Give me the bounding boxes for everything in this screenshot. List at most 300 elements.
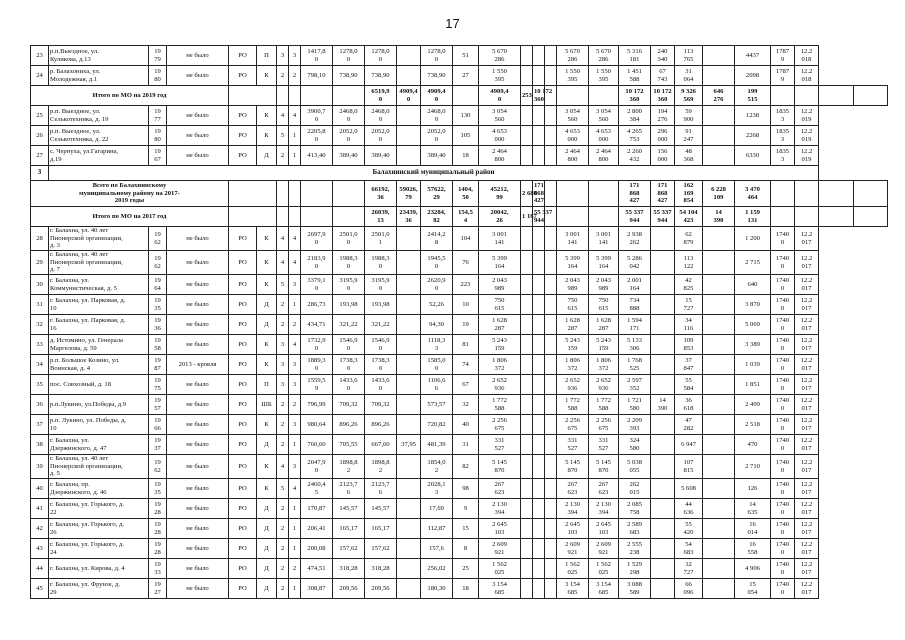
- table-cell: К: [257, 227, 277, 251]
- table-cell: [397, 375, 421, 395]
- table-cell: 2 652 936: [557, 375, 589, 395]
- table-cell: 112,87: [421, 519, 453, 539]
- table-cell: 331 527: [479, 435, 521, 455]
- table-cell: [795, 207, 819, 227]
- table-cell: [533, 251, 545, 275]
- table-cell: 3: [277, 355, 289, 375]
- table-cell: 2468,0 0: [421, 106, 453, 126]
- table-cell: [333, 181, 365, 207]
- table-cell: 2 130 394: [557, 499, 589, 519]
- table-cell: [545, 146, 557, 166]
- table-cell: 1: [289, 579, 301, 599]
- table-cell: 81: [453, 335, 479, 355]
- table-cell: 2501,0 1: [365, 227, 397, 251]
- table-cell: [795, 86, 819, 106]
- table-cell: [703, 66, 735, 86]
- table-cell: 2: [277, 539, 289, 559]
- table-cell: не было: [167, 455, 229, 479]
- table-cell: 1 806 372: [479, 355, 521, 375]
- table-cell: 2 256 675: [557, 415, 589, 435]
- table-cell: 52,26: [421, 295, 453, 315]
- table-cell: К: [257, 335, 277, 355]
- table-cell: РО: [229, 251, 257, 275]
- table-cell: 4437: [735, 46, 771, 66]
- table-cell: К: [257, 126, 277, 146]
- table-cell: г. Балахна, пр. Дзержинского, д. 46: [49, 479, 149, 499]
- table-cell: 1 806 372: [557, 355, 589, 375]
- table-cell: 3 470 464: [735, 181, 771, 207]
- table-cell: 19 67: [149, 146, 167, 166]
- table-cell: 40: [31, 479, 49, 499]
- table-cell: 4: [277, 106, 289, 126]
- table-cell: 57622, 29: [421, 181, 453, 207]
- table-cell: 36 618: [675, 395, 703, 415]
- table-cell: 2123,7 6: [333, 479, 365, 499]
- table-row: [31, 106, 888, 126]
- table-cell: 720,82: [421, 415, 453, 435]
- table-cell: 154,5 4: [453, 207, 479, 227]
- table-cell: 1740 0: [771, 559, 795, 579]
- table-cell: [651, 499, 675, 519]
- table-cell: 19 62: [149, 455, 167, 479]
- table-cell: 3 088 589: [619, 579, 651, 599]
- table-cell: не было: [167, 275, 229, 295]
- table-cell: [651, 479, 675, 499]
- table-cell: [651, 579, 675, 599]
- table-cell: [521, 146, 533, 166]
- table-cell: [533, 375, 545, 395]
- table-cell: 39: [31, 455, 49, 479]
- table-cell: 1: [289, 295, 301, 315]
- table-cell: 1898,8 2: [365, 455, 397, 479]
- table-cell: К: [257, 275, 277, 295]
- table-cell: [853, 181, 888, 207]
- table-cell: 1546,9 0: [365, 335, 397, 355]
- table-cell: 3 054 560: [479, 106, 521, 126]
- table-cell: 19 37: [149, 435, 167, 455]
- table-cell: 3 054 560: [557, 106, 589, 126]
- table-cell: 12.2 017: [795, 295, 819, 315]
- table-cell: 170,87: [301, 499, 333, 519]
- table-cell: 12.2 017: [795, 275, 819, 295]
- table-cell: [521, 295, 533, 315]
- table-cell: 640: [735, 275, 771, 295]
- table-cell: [703, 146, 735, 166]
- table-cell: [533, 539, 545, 559]
- table-cell: 2 609 921: [557, 539, 589, 559]
- table-cell: 19 35: [149, 479, 167, 499]
- table-cell: [545, 275, 557, 295]
- table-cell: 29: [31, 251, 49, 275]
- table-cell: 19 77: [149, 106, 167, 126]
- table-cell: 2013 - кровля: [167, 355, 229, 375]
- table-cell: 1889,3 0: [301, 355, 333, 375]
- table-cell: [397, 499, 421, 519]
- table-cell: 32 727: [675, 559, 703, 579]
- table-cell: 31: [31, 295, 49, 315]
- table-cell: [651, 559, 675, 579]
- table-cell: [533, 499, 545, 519]
- table-cell: 267 623: [589, 479, 619, 499]
- table-cell: 5 145 870: [589, 455, 619, 479]
- table-cell: [397, 126, 421, 146]
- table-cell: р.п. Выездное, ул. Селькотехника, д. 22: [49, 126, 149, 146]
- table-cell: 2 130 394: [479, 499, 521, 519]
- table-row: [31, 375, 888, 395]
- table-cell: 1740 0: [771, 435, 795, 455]
- table-cell: 4 653 000: [589, 126, 619, 146]
- table-cell: [521, 335, 533, 355]
- table-cell: 157,6: [421, 539, 453, 559]
- table-cell: 1 628 287: [589, 315, 619, 335]
- table-cell: [545, 539, 557, 559]
- table-cell: 1546,9 0: [333, 335, 365, 355]
- table-cell: 82: [453, 455, 479, 479]
- table-cell: 1 721 580: [619, 395, 651, 415]
- table-cell: [521, 275, 533, 295]
- table-cell: г. Балахна, ул. Горького, д. 26: [49, 519, 149, 539]
- table-cell: [545, 395, 557, 415]
- table-cell: 1559,5 9: [301, 375, 333, 395]
- table-cell: 3195,9 0: [365, 275, 397, 295]
- table-cell: 1740 0: [771, 415, 795, 435]
- table-cell: [521, 315, 533, 335]
- table-cell: 8: [453, 539, 479, 559]
- table-cell: 1 772 588: [557, 395, 589, 415]
- table-cell: 1740 0: [771, 455, 795, 479]
- table-cell: [545, 479, 557, 499]
- table-cell: 34: [31, 355, 49, 375]
- table-cell: 896,26: [333, 415, 365, 435]
- table-cell: не было: [167, 519, 229, 539]
- table-cell: 31: [453, 435, 479, 455]
- table-cell: 1738,3 0: [333, 355, 365, 375]
- table-cell: [703, 559, 735, 579]
- table-cell: 27: [453, 66, 479, 86]
- table-cell: 59026, 79: [397, 181, 421, 207]
- table-cell: [651, 355, 675, 375]
- table-cell: [521, 579, 533, 599]
- table-row: [31, 395, 888, 415]
- table-cell: 32: [31, 315, 49, 335]
- table-cell: 12.2 017: [795, 539, 819, 559]
- table-cell: [533, 46, 545, 66]
- table-cell: 26: [31, 126, 49, 146]
- table-cell: 980,64: [301, 415, 333, 435]
- table-cell: 4: [289, 106, 301, 126]
- table-cell: 23439, 36: [397, 207, 421, 227]
- table-cell: 59 900: [675, 106, 703, 126]
- table-cell: Д: [257, 146, 277, 166]
- table-cell: 31 064: [675, 66, 703, 86]
- table-cell: [229, 86, 277, 106]
- table-cell: 5 670 286: [589, 46, 619, 66]
- table-cell: 2: [277, 499, 289, 519]
- table-cell: 3 154 685: [479, 579, 521, 599]
- table-cell: 3 389: [735, 335, 771, 355]
- table-cell: 28: [31, 227, 49, 251]
- table-cell: 2 597 352: [619, 375, 651, 395]
- table-cell: 646 276: [703, 86, 735, 106]
- table-cell: не было: [167, 579, 229, 599]
- table-cell: 19 80: [149, 66, 167, 86]
- table-cell: 1 550 395: [479, 66, 521, 86]
- table-cell: [277, 207, 289, 227]
- table-cell: [533, 579, 545, 599]
- table-cell: 3 870: [735, 295, 771, 315]
- table-row: [31, 455, 888, 479]
- table-cell: 1: [289, 435, 301, 455]
- table-cell: 1 628 287: [557, 315, 589, 335]
- table-cell: 1 806 372: [589, 355, 619, 375]
- table-cell: 6330: [735, 146, 771, 166]
- table-cell: К: [257, 251, 277, 275]
- table-cell: 896,26: [365, 415, 397, 435]
- table-cell: К: [257, 415, 277, 435]
- table-cell: 10 172 360: [533, 86, 545, 106]
- table-cell: 1 628 287: [479, 315, 521, 335]
- table-cell: [397, 519, 421, 539]
- table-cell: 4: [277, 227, 289, 251]
- table-cell: 1740 0: [771, 375, 795, 395]
- table-cell: 2028,1 3: [421, 479, 453, 499]
- table-cell: 2414,2 8: [421, 227, 453, 251]
- table-cell: [703, 315, 735, 335]
- table-cell: 1278,0 0: [333, 46, 365, 66]
- table-cell: [533, 146, 545, 166]
- table-cell: 10 172 360: [651, 86, 675, 106]
- table-cell: 5 608: [675, 479, 703, 499]
- table-cell: РО: [229, 126, 257, 146]
- table-cell: РО: [229, 455, 257, 479]
- table-cell: 2047,9 0: [301, 455, 333, 479]
- table-cell: 126: [735, 479, 771, 499]
- table-cell: [397, 315, 421, 335]
- table-cell: 27: [31, 146, 49, 166]
- table-cell: 1787 9: [771, 46, 795, 66]
- table-cell: Д: [257, 499, 277, 519]
- table-cell: 107 815: [675, 455, 703, 479]
- table-cell: р.п. Выездное, ул. Селькотехника, д. 19: [49, 106, 149, 126]
- table-cell: 66 096: [675, 579, 703, 599]
- table-cell: 23: [31, 46, 49, 66]
- table-cell: 66192, 36: [365, 181, 397, 207]
- table-cell: [545, 106, 557, 126]
- table-cell: 1740 0: [771, 479, 795, 499]
- table-cell: 5 316 181: [619, 46, 651, 66]
- table-cell: 3: [277, 335, 289, 355]
- table-cell: [521, 395, 533, 415]
- table-cell: 4 653 000: [479, 126, 521, 146]
- table-cell: 253: [521, 86, 533, 106]
- table-cell: 4: [277, 251, 289, 275]
- table-cell: 19 57: [149, 395, 167, 415]
- table-cell: 3900,7 0: [301, 106, 333, 126]
- table-cell: 2 715: [735, 251, 771, 275]
- table-cell: 1738,3 0: [365, 355, 397, 375]
- table-cell: РО: [229, 559, 257, 579]
- table-cell: Д: [257, 559, 277, 579]
- table-row: [31, 499, 888, 519]
- table-cell: 19 28: [149, 539, 167, 559]
- table-cell: [521, 46, 533, 66]
- table-cell: [703, 435, 735, 455]
- table-cell: 709,32: [333, 395, 365, 415]
- table-cell: 20042, 26: [479, 207, 521, 227]
- table-cell: 55 584: [675, 375, 703, 395]
- table-cell: р.п. Лукино, ул. Победы, д. 10: [49, 415, 149, 435]
- table-cell: не было: [167, 539, 229, 559]
- table-cell: 2 043 989: [479, 275, 521, 295]
- table-cell: 12.2 017: [795, 395, 819, 415]
- table-row: [31, 539, 888, 559]
- table-cell: не было: [167, 335, 229, 355]
- table-cell: 413,40: [301, 146, 333, 166]
- table-cell: 10 172 360: [619, 86, 651, 106]
- table-cell: 1835 3: [771, 126, 795, 146]
- table-cell: 1417,8 0: [301, 46, 333, 66]
- table-cell: 470: [735, 435, 771, 455]
- table-cell: [703, 355, 735, 375]
- table-row: [31, 315, 888, 335]
- table-cell: 15 054: [735, 579, 771, 599]
- table-cell: 3379,1 0: [301, 275, 333, 295]
- table-cell: РО: [229, 355, 257, 375]
- table-cell: РО: [229, 539, 257, 559]
- table-cell: 1 594 171: [619, 315, 651, 335]
- table-cell: 256,02: [421, 559, 453, 579]
- table-cell: 4909,4 0: [397, 86, 421, 106]
- table-cell: 2052,0 0: [333, 126, 365, 146]
- table-row: [31, 519, 888, 539]
- table-cell: 734 888: [619, 295, 651, 315]
- table-cell: 1732,9 0: [301, 335, 333, 355]
- table-cell: РО: [229, 295, 257, 315]
- table-cell: [589, 181, 619, 207]
- table-cell: 2123,7 6: [365, 479, 397, 499]
- table-cell: 2052,0 0: [365, 126, 397, 146]
- table-row: [31, 227, 888, 251]
- table-cell: 98: [453, 479, 479, 499]
- table-row: [31, 579, 888, 599]
- table-cell: 206,41: [301, 519, 333, 539]
- table-cell: г. Балахна, ул. Коммунистическая, д. 5: [49, 275, 149, 295]
- table-cell: [545, 251, 557, 275]
- table-cell: 2: [277, 519, 289, 539]
- table-cell: не было: [167, 106, 229, 126]
- table-cell: 48 368: [675, 146, 703, 166]
- table-cell: [703, 106, 735, 126]
- table-cell: 5 399 164: [557, 251, 589, 275]
- table-cell: не было: [167, 66, 229, 86]
- table-cell: 1 550 395: [589, 66, 619, 86]
- table-cell: [397, 46, 421, 66]
- table-cell: 41: [31, 499, 49, 519]
- table-cell: 55 337 944: [533, 207, 545, 227]
- table-cell: [545, 46, 557, 66]
- table-cell: 1 451 588: [619, 66, 651, 86]
- table-cell: 2: [277, 295, 289, 315]
- table-cell: 9 326 569: [675, 86, 703, 106]
- table-cell: 74: [453, 355, 479, 375]
- table-cell: 12.2 019: [795, 146, 819, 166]
- table-cell: Итого по МО на 2019 год: [31, 86, 229, 106]
- table-cell: [533, 315, 545, 335]
- table-cell: 44 636: [675, 499, 703, 519]
- table-cell: 23284, 82: [421, 207, 453, 227]
- table-cell: [521, 66, 533, 86]
- table-cell: [397, 479, 421, 499]
- table-cell: [397, 395, 421, 415]
- table-cell: [703, 455, 735, 479]
- table-cell: 37: [31, 415, 49, 435]
- table-cell: 2205,8 0: [301, 126, 333, 146]
- table-cell: [703, 415, 735, 435]
- table-cell: 2: [277, 315, 289, 335]
- table-cell: 43: [31, 539, 49, 559]
- table-cell: 19 58: [149, 335, 167, 355]
- table-cell: 4909,4 0: [479, 86, 521, 106]
- table-cell: г. Балахна, ул. Парковая, д. 10: [49, 295, 149, 315]
- table-cell: [521, 559, 533, 579]
- table-cell: 25: [31, 106, 49, 126]
- table-cell: г. Балахна, ул. 40 лет Пионерской организации, д. 3: [49, 227, 149, 251]
- table-cell: 318,28: [333, 559, 365, 579]
- table-cell: не было: [167, 395, 229, 415]
- table-cell: 171 868 427: [533, 181, 545, 207]
- table-cell: [277, 86, 289, 106]
- table-cell: не было: [167, 295, 229, 315]
- table-cell: 1898,8 2: [333, 455, 365, 479]
- table-cell: 2 209 393: [619, 415, 651, 435]
- table-cell: [651, 375, 675, 395]
- table-cell: [533, 479, 545, 499]
- table-cell: 19: [453, 315, 479, 335]
- table-cell: [703, 46, 735, 66]
- table-cell: [589, 207, 619, 227]
- table-cell: 1 772 588: [479, 395, 521, 415]
- table-cell: 19 35: [149, 295, 167, 315]
- table-cell: [533, 335, 545, 355]
- table-cell: 104: [453, 227, 479, 251]
- table-cell: 19 33: [149, 559, 167, 579]
- table-cell: 3 001 141: [557, 227, 589, 251]
- table-cell: 19 62: [149, 251, 167, 275]
- table-cell: [703, 251, 735, 275]
- table-cell: [289, 207, 301, 227]
- table-cell: 2460,4 5: [301, 479, 333, 499]
- table-row: [31, 355, 888, 375]
- table-cell: 42 825: [675, 275, 703, 295]
- table-cell: 14 390: [703, 207, 735, 227]
- table-cell: 12.2 017: [795, 227, 819, 251]
- table-row: [31, 479, 888, 499]
- table-cell: 9: [453, 499, 479, 519]
- table-cell: [521, 455, 533, 479]
- table-cell: [545, 126, 557, 146]
- total-row: [31, 207, 888, 227]
- table-cell: д. Истомино, ул. Генерала Маргелова, д. 59: [49, 335, 149, 355]
- table-cell: 2 256 675: [589, 415, 619, 435]
- table-cell: г. Балахна, ул. Горького, д. 22: [49, 499, 149, 519]
- table-cell: 5 133 306: [619, 335, 651, 355]
- table-cell: 12.2 018: [795, 46, 819, 66]
- table-cell: не было: [167, 479, 229, 499]
- table-cell: 15: [453, 519, 479, 539]
- table-cell: [289, 181, 301, 207]
- table-cell: 209,56: [333, 579, 365, 599]
- table-cell: РО: [229, 579, 257, 599]
